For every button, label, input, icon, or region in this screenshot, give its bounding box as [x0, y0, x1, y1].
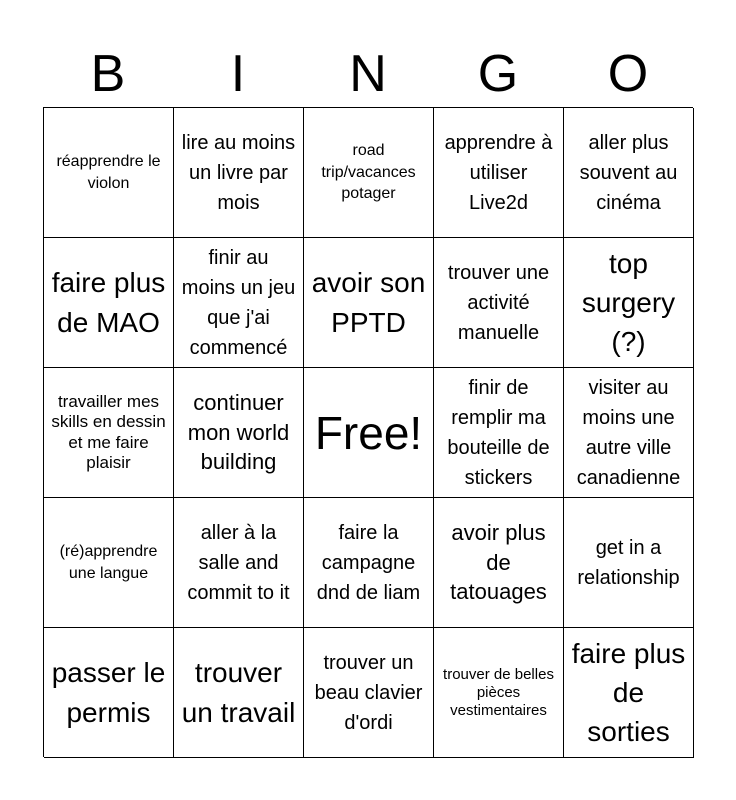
- cell-text: apprendre à utiliser Live2d: [444, 131, 553, 214]
- bingo-cell[interactable]: [304, 238, 434, 368]
- bingo-cell[interactable]: [434, 498, 564, 628]
- cell-text: trouver de belles pièces vestimentaires: [443, 665, 554, 719]
- bingo-header: [43, 44, 693, 104]
- bingo-cell[interactable]: [174, 498, 304, 628]
- bingo-cell[interactable]: [44, 368, 174, 498]
- bingo-cell[interactable]: [434, 108, 564, 238]
- header-letter-b: B: [90, 45, 126, 103]
- header-letter-i: I: [230, 45, 246, 103]
- cell-text: faire plus de sorties: [571, 637, 686, 748]
- bingo-cell[interactable]: [174, 368, 304, 498]
- bingo-cell[interactable]: [174, 628, 304, 758]
- header-letter-n: N: [349, 45, 387, 103]
- bingo-cell[interactable]: [44, 628, 174, 758]
- bingo-cell[interactable]: [304, 628, 434, 758]
- bingo-cell[interactable]: [44, 238, 174, 368]
- bingo-cell[interactable]: [434, 628, 564, 758]
- bingo-cell[interactable]: [304, 108, 434, 238]
- bingo-cell[interactable]: [174, 238, 304, 368]
- cell-text: trouver un beau clavier d'ordi: [314, 651, 423, 734]
- header-letter-g: G: [477, 45, 519, 103]
- bingo-cell[interactable]: [44, 108, 174, 238]
- cell-text: faire la campagne dnd de liam: [316, 521, 421, 604]
- bingo-board: [43, 107, 693, 757]
- cell-text: passer le permis: [51, 657, 166, 728]
- cell-text: avoir plus de tatouages: [450, 519, 547, 605]
- cell-text: continuer mon world building: [187, 389, 290, 475]
- bingo-cell[interactable]: [564, 498, 694, 628]
- cell-text: réapprendre le violon: [56, 152, 161, 192]
- bingo-cell[interactable]: [44, 498, 174, 628]
- bingo-cell[interactable]: [564, 108, 694, 238]
- cell-text: finir au moins un jeu que j'ai commencé: [181, 246, 296, 359]
- bingo-cell[interactable]: [174, 108, 304, 238]
- cell-text: road trip/vacances potager: [321, 142, 416, 203]
- bingo-cell[interactable]: [434, 238, 564, 368]
- cell-text: finir de remplir ma bouteille de stickers: [447, 376, 550, 489]
- cell-text: (ré)apprendre une langue: [59, 542, 158, 582]
- bingo-cell[interactable]: [304, 498, 434, 628]
- cell-text: travailler mes skills en dessin et me faire plaisir: [51, 391, 166, 472]
- cell-text: aller plus souvent au cinéma: [579, 131, 678, 214]
- cell-text: trouver une activité manuelle: [447, 261, 550, 344]
- cell-text: aller à la salle and commit to it: [187, 521, 290, 604]
- cell-text: visiter au moins une autre ville canadienne: [576, 376, 681, 489]
- free-cell[interactable]: [304, 368, 434, 498]
- bingo-cell[interactable]: [564, 628, 694, 758]
- bingo-cell[interactable]: [564, 368, 694, 498]
- cell-text: avoir son PPTD: [311, 267, 426, 338]
- cell-text: faire plus de MAO: [51, 267, 166, 338]
- free-label: Free!: [314, 406, 423, 459]
- cell-text: trouver un travail: [181, 657, 296, 728]
- bingo-cell[interactable]: [564, 238, 694, 368]
- bingo-cell[interactable]: [434, 368, 564, 498]
- cell-text: get in a relationship: [577, 536, 680, 589]
- cell-text: lire au moins un livre par mois: [181, 131, 296, 214]
- cell-text: top surgery (?): [581, 247, 676, 358]
- header-letter-o: O: [607, 45, 649, 103]
